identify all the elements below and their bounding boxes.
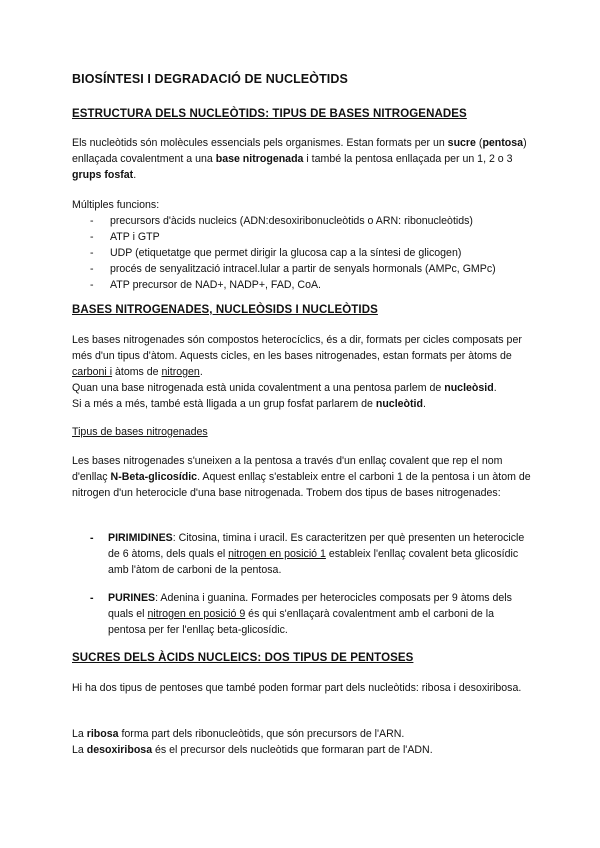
section-heading-bases: BASES NITROGENADES, NUCLEÒSIDS I NUCLEÒTIDS bbox=[72, 304, 378, 316]
paragraph-nucleotides-intro: Els nucleòtids són molècules essencials pels organismes. Estan formats per un sucre (pentosa) enllaçada covalentment a una base nitrogenada i també la pentosa enllaçada per un 1, 2 o 3 grups fosfat. bbox=[72, 137, 527, 181]
paragraph-nucleoside: Quan una base nitrogenada està unida covalentment a una pentosa parlem de nucleòsid. bbox=[72, 382, 497, 394]
section-heading-structure: ESTRUCTURA DELS NUCLEÒTIDS: TIPUS DE BASES NITROGENADES bbox=[72, 108, 467, 120]
document-title: BIOSÍNTESI I DEGRADACIÓ DE NUCLEÒTIDS bbox=[72, 72, 348, 86]
functions-intro: Múltiples funcions: bbox=[72, 199, 160, 211]
pyrimidines-item: - PIRIMIDINES: Citosina, timina i uracil. Es caracteritzen per què presenten un heterocicle de 6 àtoms, dels quals el nitrogen en posició 1 estableix l'enllaç covalent beta glicosídic amb l'àtom de carboni de la pentosa. bbox=[90, 532, 525, 576]
list-item: - UDP (etiquetatge que permet dirigir la glucosa cap a la síntesi de glicogen) bbox=[90, 247, 462, 259]
functions-list bbox=[72, 213, 542, 293]
subheading-base-types: Tipus de bases nitrogenades bbox=[72, 426, 208, 438]
purines-item: - PURINES: Adenina i guanina. Formades per heterocicles composats per 9 àtoms dels quals el nitrogen en posició 9 és qui s'enllaçarà covalentment amb el carboni de la pentosa per fer l'enllaç beta-glicosídic. bbox=[90, 592, 512, 636]
section-heading-sugars: SUCRES DELS ÀCIDS NUCLEICS: DOS TIPUS DE PENTOSES bbox=[72, 652, 414, 664]
paragraph-heterocyclic: Les bases nitrogenades són compostos heterocíclics, és a dir, formats per cicles composats per més d'un tipus d'àtom. Aquests cicles, en les bases nitrogenades, estan formats per àtoms de carboni i àtoms de nitrogen. bbox=[72, 334, 522, 378]
list-item: - ATP i GTP bbox=[90, 231, 160, 243]
paragraph-ribose: La ribosa forma part dels ribonucleòtids, que són precursors de l'ARN. bbox=[72, 728, 405, 740]
paragraph-glycosidic-bond: Les bases nitrogenades s'uneixen a la pentosa a través d'un enllaç covalent que rep el nom d'enllaç N-Beta-glicosídic. Aquest enllaç s'estableix entre el carboni 1 de la pentosa i un àtom de nitrogen d'un heterocicle d'una base nitrogenada. Trobem dos tipus de bases nitrogenades: bbox=[72, 455, 531, 499]
paragraph-nucleotide: Si a més a més, també està lligada a un grup fosfat parlarem de nucleòtid. bbox=[72, 398, 426, 410]
list-item: - procés de senyalització intracel.lular a partir de senyals hormonals (AMPc, GMPc) bbox=[90, 263, 496, 275]
paragraph-pentose-types: Hi ha dos tipus de pentoses que també poden formar part dels nucleòtids: ribosa i desoxiribosa. bbox=[72, 682, 522, 694]
list-item: - ATP precursor de NAD+, NADP+, FAD, CoA. bbox=[90, 279, 321, 291]
list-item: - precursors d'àcids nucleics (ADN:desoxiribonucleòtids o ARN: ribonucleòtids) bbox=[90, 215, 473, 227]
paragraph-deoxyribose: La desoxiribosa és el precursor dels nucleòtids que formaran part de l'ADN. bbox=[72, 744, 433, 756]
